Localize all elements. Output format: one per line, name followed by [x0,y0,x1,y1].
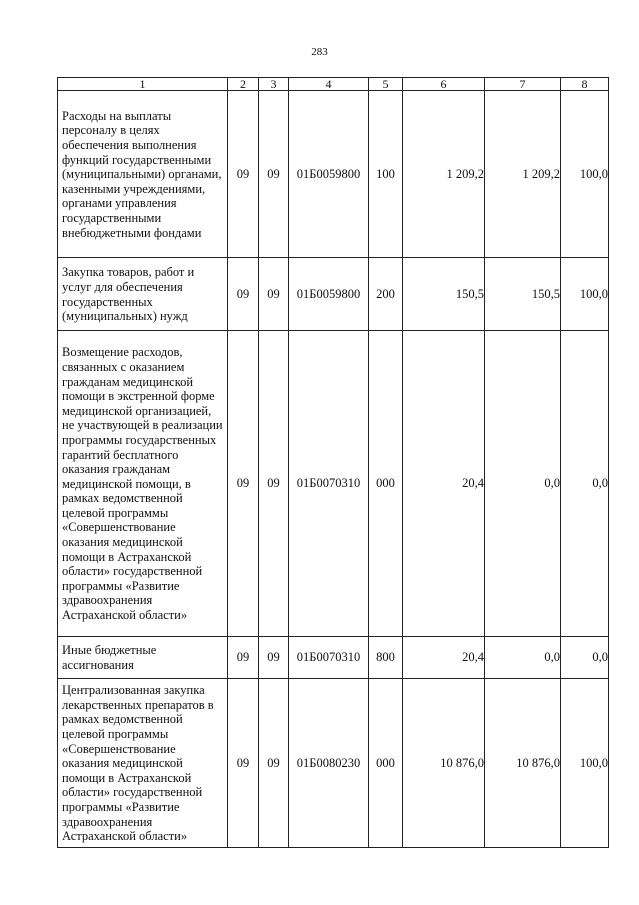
cell-actual: 0,0 [485,637,561,679]
page-number: 283 [311,46,328,58]
table-row [58,637,609,679]
cell-expense-type: 000 [369,331,403,637]
cell-actual: 1 209,2 [485,91,561,258]
cell-target-article: 01Б0070310 [289,331,369,637]
cell-target-article: 01Б0080230 [289,679,369,848]
cell-expense-type: 200 [369,258,403,331]
table-row [58,679,609,848]
table-row [58,258,609,331]
cell-percent: 100,0 [561,679,609,848]
cell-expense-type: 100 [369,91,403,258]
table-row [58,91,609,258]
cell-actual: 150,5 [485,258,561,331]
cell-subsection: 09 [259,679,289,848]
row-description: Централизованная закупка лекарственных препаратов в рамках ведомственной целевой программы «Совершенствование оказания медицинской помощи в Астраханской области» государственной программы «Развитие здравоохранения Астраханской области» [58,679,228,848]
cell-subsection: 09 [259,637,289,679]
cell-plan: 20,4 [403,637,485,679]
row-description: Закупка товаров, работ и услуг для обеспечения государственных (муниципальных) нужд [58,258,228,331]
cell-section: 09 [228,679,259,848]
cell-target-article: 01Б0059800 [289,91,369,258]
cell-expense-type: 000 [369,679,403,848]
table-row [58,331,609,637]
cell-section: 09 [228,91,259,258]
table-header-row [58,78,609,91]
header-cell: 7 [485,78,561,91]
cell-plan: 1 209,2 [403,91,485,258]
cell-percent: 100,0 [561,258,609,331]
cell-percent: 0,0 [561,331,609,637]
row-description: Возмещение расходов, связанных с оказанием гражданам медицинской помощи в экстренной форме медицинской организацией, не участвующей в реализации программы государственных гарантий бесплатного оказания гражданам медицинской помощи, в рамках ведомственной целевой программы «Совершенствование оказания медицинской помощи в Астраханской области» государственной программы «Развитие здравоохранения Астраханской области» [58,331,228,637]
cell-plan: 150,5 [403,258,485,331]
cell-subsection: 09 [259,258,289,331]
row-description: Расходы на выплаты персоналу в целях обеспечения выполнения функций государственными (муниципальными) органами, казенными учреждениями, органами управления государственными внебюджетными фондами [58,91,228,258]
header-cell: 6 [403,78,485,91]
cell-target-article: 01Б0070310 [289,637,369,679]
header-cell: 4 [289,78,369,91]
cell-plan: 10 876,0 [403,679,485,848]
row-description: Иные бюджетные ассигнования [58,637,228,679]
header-cell: 3 [259,78,289,91]
cell-subsection: 09 [259,91,289,258]
cell-section: 09 [228,331,259,637]
cell-percent: 100,0 [561,91,609,258]
header-cell: 8 [561,78,609,91]
cell-actual: 0,0 [485,331,561,637]
cell-target-article: 01Б0059800 [289,258,369,331]
cell-percent: 0,0 [561,637,609,679]
header-cell: 2 [228,78,259,91]
cell-expense-type: 800 [369,637,403,679]
cell-subsection: 09 [259,331,289,637]
cell-section: 09 [228,637,259,679]
cell-actual: 10 876,0 [485,679,561,848]
header-cell: 1 [58,78,228,91]
header-cell: 5 [369,78,403,91]
cell-plan: 20,4 [403,331,485,637]
cell-section: 09 [228,258,259,331]
budget-table [57,77,609,848]
